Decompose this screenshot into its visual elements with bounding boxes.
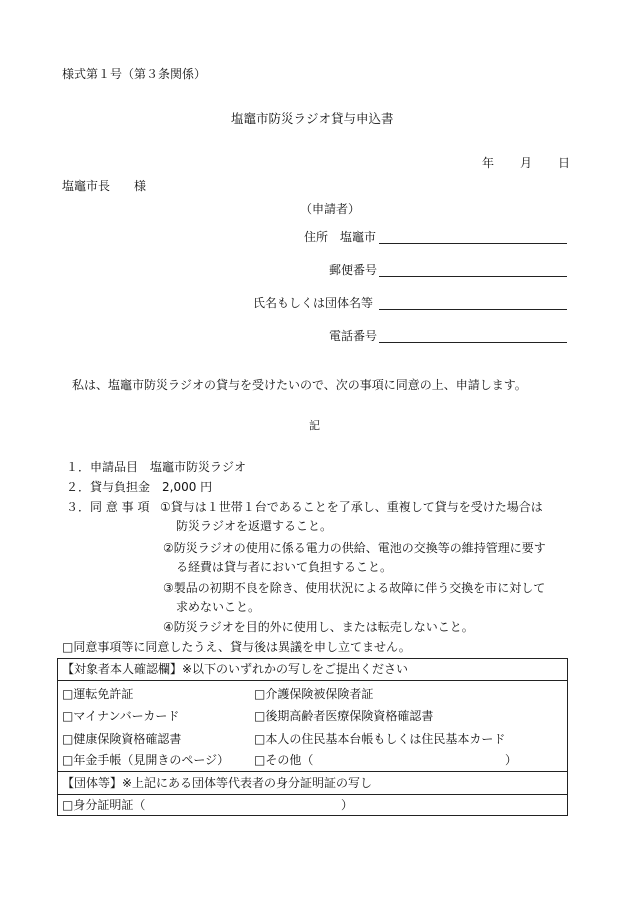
condition-3a: ③製品の初期不良を除き、使用状況による故障に伴う交換を市に対して [163,581,546,595]
checkbox-elderly-insurance[interactable]: □後期高齢者医療保険資格確認書 [254,709,434,723]
item-1: １．申請品目 塩竈市防災ラジオ [66,460,247,474]
name-field[interactable] [379,309,567,310]
phone-label: 電話番号 [329,329,378,343]
postal-field[interactable] [379,276,567,277]
applicant-heading: （申請者） [300,202,361,216]
checkbox-other[interactable]: □その他（ [254,753,314,767]
name-label: 氏名もしくは団体名等 [253,296,374,310]
checkbox-health-insurance[interactable]: □健康保険資格確認書 [62,732,182,746]
address-label: 住所 塩竈市 [304,230,377,244]
postal-label: 郵便番号 [329,263,378,277]
checkbox-drivers-license[interactable]: □運転免許証 [62,687,134,701]
condition-1b: 防災ラジオを返還すること。 [176,519,333,533]
agree-checkbox[interactable]: □同意事項等に同意したうえ、貸与後は異議を申し立てません。 [62,640,411,654]
condition-3b: 求めないこと。 [176,600,261,614]
table-divider-1 [57,680,568,681]
item-3-label: ３．同 意 事 項 [66,500,150,514]
date-month: 月 [520,156,533,170]
address-field[interactable] [379,243,567,244]
checkbox-care-insurance[interactable]: □介護保険被保険者証 [254,687,374,701]
addressee: 塩竈市長 様 [62,179,147,193]
checkbox-pension-book[interactable]: □年金手帳（見開きのページ） [62,753,230,767]
id-header-individual: 【対象者本人確認欄】※以下のいずれかの写しをご提出ください [62,662,409,676]
checkbox-mynumber[interactable]: □マイナンバーカード [62,709,180,723]
id-cert-close-paren: ） [341,798,354,812]
ki-heading: 記 [309,419,320,432]
other-close-paren: ） [505,753,518,767]
form-number: 様式第１号（第３条関係） [62,67,207,81]
condition-4: ④防災ラジオを目的外に使用し、または転売しないこと。 [163,620,474,634]
condition-1a: ①貸与は１世帯１台であることを了承し、重複して貸与を受けた場合は [160,500,543,514]
date-year: 年 [482,156,495,170]
condition-2a: ②防災ラジオの使用に係る電力の供給、電池の交換等の維持管理に要す [163,541,546,555]
form-title: 塩竈市防災ラジオ貸与申込書 [231,111,394,126]
phone-field[interactable] [379,342,567,343]
date-day: 日 [558,156,571,170]
checkbox-id-certificate[interactable]: □身分証明証（ [62,798,146,812]
intro-text: 私は、塩竈市防災ラジオの貸与を受けたいので、次の事項に同意の上、申請します。 [72,378,527,392]
checkbox-resident-register[interactable]: □本人の住民基本台帳もしくは住民基本カード [254,732,506,746]
condition-2b: る経費は貸与者において負担すること。 [176,560,393,574]
item-2: ２．貸与負担金 2,000 円 [66,480,213,494]
table-divider-3 [57,794,568,795]
id-header-group: 【団体等】※上記にある団体等代表者の身分証明証の写し [62,776,373,790]
table-divider-2 [57,771,568,772]
